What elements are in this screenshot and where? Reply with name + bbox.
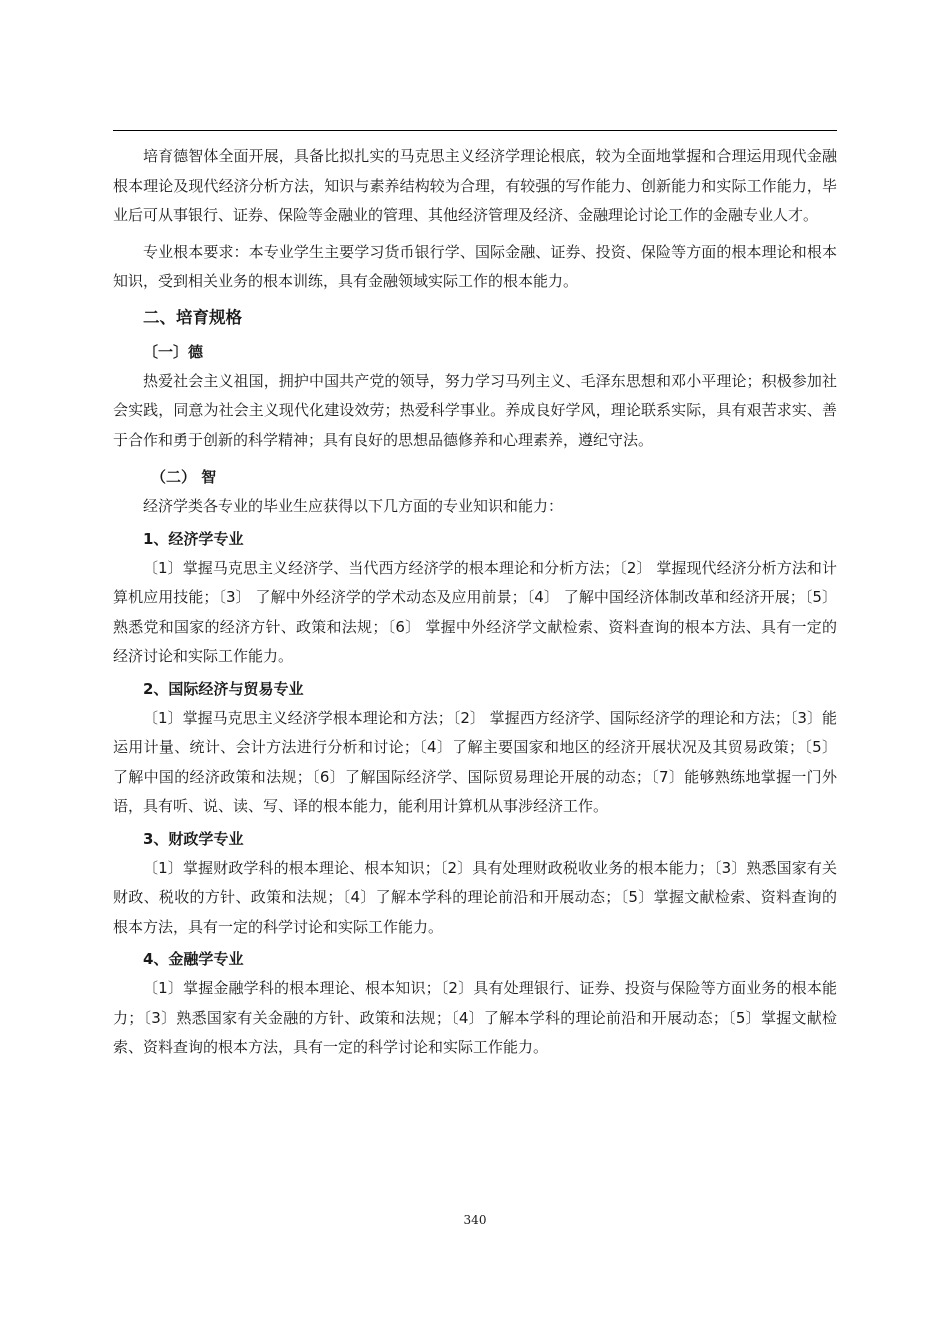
moral-paragraph: 热爱社会主义祖国，拥护中国共产党的领导，努力学习马列主义、毛泽东思想和邓小平理论；积极参加社会实践，同意为社会主义现代化建设效劳；热爱科学事业。养成良好学风，理论联系实际，具有艰苦求实、善于合作和勇于创新的科学精神；具有良好的思想品德修养和心理素养，遵纪守法。	[113, 371, 837, 449]
subsection-heading-intellect: （二） 智	[151, 468, 217, 486]
requirements-paragraph: 专业根本要求：本专业学生主要学习货币银行学、国际金融、证券、投资、保险等方面的根本理论和根本知识，受到相关业务的根本训练，具有金融领域实际工作的根本能力。	[113, 242, 837, 290]
page-body	[113, 142, 837, 1063]
intro-paragraph: 培育德智体全面开展，具备比拟扎实的马克思主义经济学理论根底，较为全面地掌握和合理运用现代金融根本理论及现代经济分析方法，知识与素养结构较为合理，有较强的写作能力、创新能力和实际工作能力，毕业后可从事银行、证券、保险等金融业的管理、其他经济管理及经济、金融理论讨论工作的金融专业人才。	[113, 147, 837, 224]
major-heading-international-trade: 2、国际经济与贸易专业	[143, 679, 304, 698]
major-heading-finance: 4、金融学专业	[143, 950, 244, 968]
major-paragraph-international-trade: 〔1〕掌握马克思主义经济学根本理论和方法；〔2〕 掌握西方经济学、国际经济学的理论和方法；〔3〕能运用计量、统计、会计方法进行分析和讨论；〔4〕了解主要国家和地区的经济开展状况及其贸易政策；〔5〕了解中国的经济政策和法规；〔6〕了解国际经济学、国际贸易理论开展的动态；〔7〕能够熟练地掌握一门外语，具有听、说、读、写、译的根本能力，能利用计算机从事涉经济工作。	[113, 708, 837, 815]
header-rule	[113, 130, 837, 131]
major-paragraph-public-finance: 〔1〕掌握财政学科的根本理论、根本知识；〔2〕具有处理财政税收业务的根本能力；〔3〕熟悉国家有关财政、税收的方针、政策和法规；〔4〕了解本学科的理论前沿和开展动态；〔5〕掌握文献检索、资料查询的根本方法，具有一定的科学讨论和实际工作能力。	[113, 858, 837, 936]
intellect-lead-paragraph: 经济学类各专业的毕业生应获得以下几方面的专业知识和能力：	[143, 497, 564, 515]
major-heading-public-finance: 3、财政学专业	[143, 829, 244, 848]
major-heading-economics: 1、经济学专业	[143, 529, 244, 548]
page-number: 340	[463, 1213, 487, 1227]
major-paragraph-economics: 〔1〕掌握马克思主义经济学、当代西方经济学的根本理论和分析方法；〔2〕 掌握现代经济分析方法和计算机应用技能；〔3〕 了解中外经济学的学术动态及应用前景；〔4〕 了解中国经济体制改革和经济开展；〔5〕 熟悉党和国家的经济方针、政策和法规；〔6〕 掌握中外经济学文献检索、资料查询的根本方法、具有一定的经济讨论和实际工作能力。	[113, 558, 837, 665]
section-heading-training-specs: 二、培育规格	[143, 307, 242, 327]
subsection-heading-moral: 〔一〕德	[143, 342, 204, 361]
major-paragraph-finance: 〔1〕掌握金融学科的根本理论、根本知识；〔2〕具有处理银行、证券、投资与保险等方面业务的根本能力；〔3〕熟悉国家有关金融的方针、政策和法规；〔4〕了解本学科的理论前沿和开展动态；〔5〕掌握文献检索、资料查询的根本方法，具有一定的科学讨论和实际工作能力。	[113, 979, 837, 1056]
